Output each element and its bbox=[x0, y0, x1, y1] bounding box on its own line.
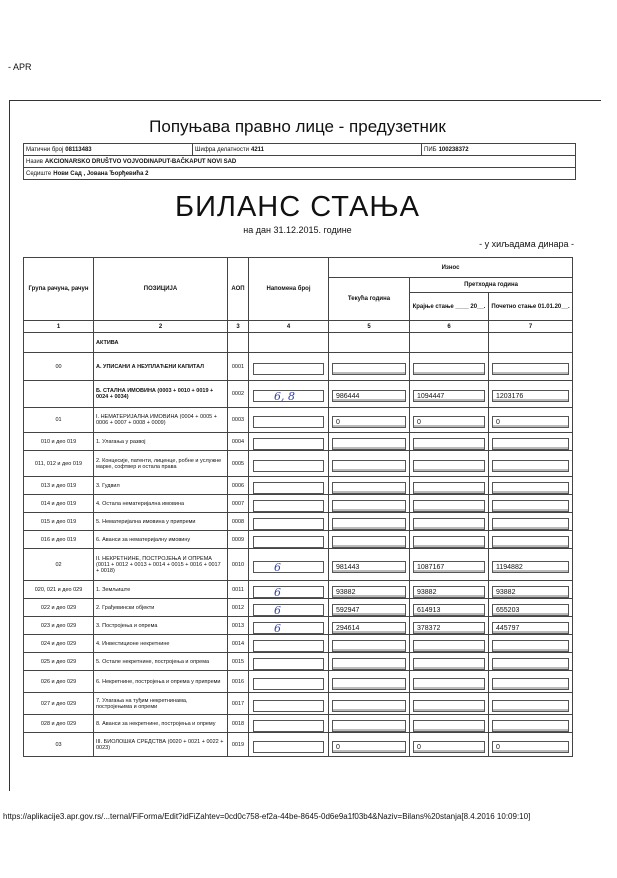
prev-end-cell bbox=[410, 513, 489, 531]
aop-cell: 0014 bbox=[228, 635, 249, 653]
note-field[interactable] bbox=[253, 700, 324, 712]
prev-end-cell bbox=[410, 531, 489, 549]
table-row bbox=[24, 333, 573, 353]
current-year-cell bbox=[329, 617, 410, 635]
prev-start-field[interactable] bbox=[492, 536, 569, 548]
prev-end-field[interactable] bbox=[413, 536, 485, 548]
group-cell: 027 и део 029 bbox=[24, 693, 94, 715]
prev-start-field[interactable] bbox=[492, 518, 569, 530]
table-row bbox=[24, 599, 573, 617]
group-cell bbox=[24, 381, 94, 408]
note-field[interactable] bbox=[253, 460, 324, 472]
table-row bbox=[24, 581, 573, 599]
aop-cell: 0007 bbox=[228, 495, 249, 513]
table-row bbox=[24, 353, 573, 381]
note-cell bbox=[249, 513, 329, 531]
prev-end-cell bbox=[410, 381, 489, 408]
current-year-field[interactable] bbox=[332, 658, 406, 670]
prev-start-cell bbox=[489, 733, 573, 757]
note-cell bbox=[249, 451, 329, 477]
aop-cell: 0010 bbox=[228, 549, 249, 581]
col-amount-header: Износ bbox=[329, 258, 573, 278]
prev-start-field[interactable] bbox=[492, 500, 569, 512]
note-cell bbox=[249, 433, 329, 451]
note-cell bbox=[249, 599, 329, 617]
note-cell bbox=[249, 408, 329, 433]
position-cell: I. НЕМАТЕРИЈАЛНА ИМОВИНА (0004 + 0005 + 0006 + 0007 + 0008 + 0009) bbox=[94, 408, 228, 433]
position-cell: 1. Улагања у развој bbox=[94, 433, 228, 451]
group-cell: 03 bbox=[24, 733, 94, 757]
aop-cell: 0019 bbox=[228, 733, 249, 757]
position-cell: Б. СТАЛНА ИМОВИНА (0003 + 0010 + 0019 + 0024 + 0034) bbox=[94, 381, 228, 408]
prev-end-cell bbox=[410, 653, 489, 671]
prev-start-field[interactable] bbox=[492, 658, 569, 670]
group-cell: 013 и део 019 bbox=[24, 477, 94, 495]
current-year-field[interactable]: 0 bbox=[332, 741, 406, 753]
col-number: 1 bbox=[24, 321, 94, 333]
prev-end-field[interactable] bbox=[413, 720, 485, 732]
aop-cell: 0013 bbox=[228, 617, 249, 635]
prev-start-cell bbox=[489, 333, 573, 353]
note-cell bbox=[249, 693, 329, 715]
prev-start-cell bbox=[489, 715, 573, 733]
balance-sheet-table bbox=[23, 257, 573, 757]
current-year-cell bbox=[329, 531, 410, 549]
aop-cell: 0004 bbox=[228, 433, 249, 451]
note-field[interactable]: 6 bbox=[253, 622, 324, 634]
col-number: 7 bbox=[489, 321, 573, 333]
col-prev-start-header: Почетно стање 01.01.20__. bbox=[489, 293, 573, 321]
position-cell: 4. Остала нематеријална имовина bbox=[94, 495, 228, 513]
current-year-cell bbox=[329, 693, 410, 715]
table-row bbox=[24, 617, 573, 635]
prev-end-field[interactable] bbox=[413, 678, 485, 690]
current-year-cell bbox=[329, 408, 410, 433]
current-year-field[interactable]: 0 bbox=[332, 416, 406, 428]
current-year-cell bbox=[329, 653, 410, 671]
reg-number-cell: Матични број 08113483 bbox=[24, 144, 193, 155]
document-title: БИЛАНС СТАЊА bbox=[175, 191, 420, 223]
col-number: 5 bbox=[329, 321, 410, 333]
group-cell: 016 и део 019 bbox=[24, 531, 94, 549]
group-cell: 011, 012 и део 019 bbox=[24, 451, 94, 477]
prev-end-cell bbox=[410, 581, 489, 599]
prev-end-cell bbox=[410, 549, 489, 581]
prev-start-field[interactable] bbox=[492, 363, 569, 375]
prev-end-field[interactable] bbox=[413, 438, 485, 450]
prev-start-field[interactable] bbox=[492, 700, 569, 712]
group-cell: 015 и део 019 bbox=[24, 513, 94, 531]
position-cell: 4. Инвестиционе некретнине bbox=[94, 635, 228, 653]
current-year-cell bbox=[329, 635, 410, 653]
group-cell: 022 и део 029 bbox=[24, 599, 94, 617]
position-cell: 8. Аванси за некретнине, постројења и опрему bbox=[94, 715, 228, 733]
aop-cell: 0018 bbox=[228, 715, 249, 733]
prev-start-cell bbox=[489, 549, 573, 581]
current-year-field[interactable] bbox=[332, 460, 406, 472]
table-row bbox=[24, 477, 573, 495]
prev-start-field[interactable]: 655203 bbox=[492, 604, 569, 616]
prev-end-cell bbox=[410, 599, 489, 617]
prev-start-field[interactable] bbox=[492, 460, 569, 472]
table-row bbox=[24, 653, 573, 671]
prev-end-field[interactable]: 1087167 bbox=[413, 561, 485, 573]
note-cell bbox=[249, 381, 329, 408]
note-field[interactable]: 6 bbox=[253, 604, 324, 616]
prev-end-field[interactable] bbox=[413, 518, 485, 530]
prev-start-cell bbox=[489, 693, 573, 715]
prev-end-cell bbox=[410, 408, 489, 433]
prev-end-field[interactable] bbox=[413, 460, 485, 472]
col-position-header: ПОЗИЦИЈА bbox=[94, 258, 228, 321]
note-field[interactable] bbox=[253, 678, 324, 690]
col-note-header: Напомена број bbox=[249, 258, 329, 321]
prev-start-cell bbox=[489, 599, 573, 617]
source-url-footer: https://aplikacije3.apr.gov.rs/...ternal/FiForma/Edit?idFiZahtev=0cd0c758-ef2a-44be-8645-0d6e9a1f03b4&Naziv=Bilans%20stanja[8.4.2016 10:09:10] bbox=[3, 812, 531, 821]
current-year-field[interactable] bbox=[332, 438, 406, 450]
prev-end-cell bbox=[410, 671, 489, 693]
current-year-field[interactable] bbox=[332, 678, 406, 690]
prev-start-field[interactable]: 0 bbox=[492, 741, 569, 753]
note-cell bbox=[249, 635, 329, 653]
pib-cell: ПИБ 100238372 bbox=[424, 146, 469, 153]
note-cell bbox=[249, 733, 329, 757]
group-cell: 028 и део 029 bbox=[24, 715, 94, 733]
note-cell bbox=[249, 495, 329, 513]
position-cell: 5. Остале некретнине, постројења и опрема bbox=[94, 653, 228, 671]
position-cell: АКТИВА bbox=[94, 333, 228, 353]
company-name-cell: Назив AKCIONARSKO DRUŠTVO VOJVODINAPUT-BAČKAPUT NOVI SAD bbox=[26, 158, 237, 165]
table-row bbox=[24, 549, 573, 581]
prev-end-cell bbox=[410, 733, 489, 757]
group-cell: 024 и део 029 bbox=[24, 635, 94, 653]
prev-end-cell bbox=[410, 635, 489, 653]
current-year-field[interactable]: 986444 bbox=[332, 390, 406, 402]
table-row bbox=[24, 733, 573, 757]
current-year-cell bbox=[329, 671, 410, 693]
prev-start-field[interactable] bbox=[492, 438, 569, 450]
table-row bbox=[24, 693, 573, 715]
prev-end-cell bbox=[410, 353, 489, 381]
prev-start-field[interactable] bbox=[492, 482, 569, 494]
note-field[interactable]: 6 bbox=[253, 586, 324, 598]
current-year-field[interactable]: 93882 bbox=[332, 586, 406, 598]
prev-start-field[interactable] bbox=[492, 640, 569, 652]
group-cell: 014 и део 019 bbox=[24, 495, 94, 513]
position-cell: 5. Нематеријална имовина у припреми bbox=[94, 513, 228, 531]
note-field[interactable] bbox=[253, 518, 324, 530]
note-cell bbox=[249, 477, 329, 495]
note-field[interactable] bbox=[253, 536, 324, 548]
table-row bbox=[24, 408, 573, 433]
prev-end-field[interactable] bbox=[413, 700, 485, 712]
prev-start-field[interactable] bbox=[492, 678, 569, 690]
prev-end-field[interactable] bbox=[413, 658, 485, 670]
table-row bbox=[24, 671, 573, 693]
group-cell: 02 bbox=[24, 549, 94, 581]
current-year-cell bbox=[329, 599, 410, 617]
group-cell: 010 и део 019 bbox=[24, 433, 94, 451]
prev-start-field[interactable]: 0 bbox=[492, 416, 569, 428]
position-cell: 2. Грађевински објекти bbox=[94, 599, 228, 617]
aop-cell: 0002 bbox=[228, 381, 249, 408]
current-year-cell bbox=[329, 353, 410, 381]
note-cell bbox=[249, 581, 329, 599]
current-year-cell bbox=[329, 581, 410, 599]
current-year-field[interactable]: 294614 bbox=[332, 622, 406, 634]
prev-start-cell bbox=[489, 408, 573, 433]
col-current-year-header: Текућа година bbox=[329, 278, 410, 321]
current-year-cell bbox=[329, 495, 410, 513]
prev-start-cell bbox=[489, 353, 573, 381]
prev-start-cell bbox=[489, 635, 573, 653]
note-cell bbox=[249, 549, 329, 581]
note-field[interactable] bbox=[253, 640, 324, 652]
group-cell: 023 и део 029 bbox=[24, 617, 94, 635]
current-year-field[interactable]: 592947 bbox=[332, 604, 406, 616]
prev-start-field[interactable] bbox=[492, 720, 569, 732]
position-cell: 6. Аванси за нематеријалну имовину bbox=[94, 531, 228, 549]
prev-end-field[interactable] bbox=[413, 640, 485, 652]
prev-end-cell bbox=[410, 693, 489, 715]
current-year-cell bbox=[329, 477, 410, 495]
note-field[interactable] bbox=[253, 741, 324, 753]
position-cell: 3. Гудвил bbox=[94, 477, 228, 495]
position-cell: 3. Постројења и опрема bbox=[94, 617, 228, 635]
aop-cell: 0005 bbox=[228, 451, 249, 477]
document-date: на дан 31.12.2015. године bbox=[243, 225, 352, 235]
aop-cell: 0017 bbox=[228, 693, 249, 715]
aop-cell: 0008 bbox=[228, 513, 249, 531]
current-year-cell bbox=[329, 381, 410, 408]
prev-start-cell bbox=[489, 495, 573, 513]
current-year-field[interactable] bbox=[332, 640, 406, 652]
group-cell: 026 и део 029 bbox=[24, 671, 94, 693]
table-row bbox=[24, 531, 573, 549]
prev-start-cell bbox=[489, 531, 573, 549]
col-group-header: Група рачуна, рачун bbox=[24, 258, 94, 321]
prev-end-cell bbox=[410, 477, 489, 495]
note-field[interactable] bbox=[253, 720, 324, 732]
units-note: - у хиљадама динара - bbox=[479, 239, 574, 249]
group-cell: 025 и део 029 bbox=[24, 653, 94, 671]
table-row bbox=[24, 433, 573, 451]
prev-end-field[interactable] bbox=[413, 482, 485, 494]
current-year-cell bbox=[329, 715, 410, 733]
aop-cell: 0011 bbox=[228, 581, 249, 599]
prev-end-field[interactable]: 1094447 bbox=[413, 390, 485, 402]
note-field[interactable] bbox=[253, 416, 324, 428]
table-row bbox=[24, 635, 573, 653]
prev-start-cell bbox=[489, 581, 573, 599]
current-year-cell bbox=[329, 549, 410, 581]
group-cell: 01 bbox=[24, 408, 94, 433]
col-prev-end-header: Крајње стање ____ 20__. bbox=[410, 293, 489, 321]
note-field[interactable] bbox=[253, 500, 324, 512]
group-cell bbox=[24, 333, 94, 353]
apr-label: - APR bbox=[8, 62, 32, 72]
current-year-field[interactable] bbox=[332, 518, 406, 530]
current-year-field[interactable] bbox=[332, 720, 406, 732]
current-year-field[interactable] bbox=[332, 482, 406, 494]
prev-start-cell bbox=[489, 653, 573, 671]
prev-end-cell bbox=[410, 617, 489, 635]
table-row bbox=[24, 513, 573, 531]
position-cell: III. БИОЛОШКА СРЕДСТВА (0020 + 0021 + 0022 + 0023) bbox=[94, 733, 228, 757]
prev-start-cell bbox=[489, 617, 573, 635]
prev-start-cell bbox=[489, 381, 573, 408]
prev-start-field[interactable]: 93882 bbox=[492, 586, 569, 598]
note-cell bbox=[249, 617, 329, 635]
note-cell bbox=[249, 353, 329, 381]
position-cell: 6. Некретнине, постројења и опрема у припреми bbox=[94, 671, 228, 693]
activity-code-cell: Шифра делатности 4211 bbox=[193, 144, 422, 155]
col-number: 3 bbox=[228, 321, 249, 333]
form-header-title: Попуњава правно лице - предузетник bbox=[149, 117, 446, 136]
current-year-field[interactable] bbox=[332, 363, 406, 375]
position-cell: А. УПИСАНИ А НЕУПЛАЋЕНИ КАПИТАЛ bbox=[94, 353, 228, 381]
prev-end-field[interactable]: 614913 bbox=[413, 604, 485, 616]
position-cell: 1. Земљиште bbox=[94, 581, 228, 599]
note-cell bbox=[249, 531, 329, 549]
table-row bbox=[24, 715, 573, 733]
current-year-cell bbox=[329, 513, 410, 531]
prev-start-cell bbox=[489, 433, 573, 451]
group-cell: 00 bbox=[24, 353, 94, 381]
prev-start-cell bbox=[489, 451, 573, 477]
note-field[interactable] bbox=[253, 658, 324, 670]
prev-end-field[interactable]: 0 bbox=[413, 416, 485, 428]
current-year-cell bbox=[329, 433, 410, 451]
current-year-field[interactable] bbox=[332, 536, 406, 548]
prev-start-field[interactable]: 1203176 bbox=[492, 390, 569, 402]
prev-end-field[interactable]: 93882 bbox=[413, 586, 485, 598]
current-year-field[interactable] bbox=[332, 700, 406, 712]
note-field[interactable] bbox=[253, 363, 324, 375]
aop-cell: 0015 bbox=[228, 653, 249, 671]
current-year-cell bbox=[329, 733, 410, 757]
aop-cell: 0003 bbox=[228, 408, 249, 433]
prev-start-cell bbox=[489, 477, 573, 495]
position-cell: II. НЕКРЕТНИНЕ, ПОСТРОЈЕЊА И ОПРЕМА (0011 + 0012 + 0013 + 0014 + 0015 + 0016 + 0017 + 0018) bbox=[94, 549, 228, 581]
current-year-field[interactable]: 981443 bbox=[332, 561, 406, 573]
prev-end-cell bbox=[410, 333, 489, 353]
position-cell: 7. Улагања на туђим некретнинама, постројењима и опреми bbox=[94, 693, 228, 715]
note-field[interactable] bbox=[253, 438, 324, 450]
aop-cell: 0001 bbox=[228, 353, 249, 381]
table-row bbox=[24, 451, 573, 477]
col-previous-year-header: Претходна година bbox=[410, 278, 573, 293]
note-field[interactable] bbox=[253, 482, 324, 494]
col-aop-header: АОП bbox=[228, 258, 249, 321]
current-year-cell bbox=[329, 451, 410, 477]
note-cell bbox=[249, 333, 329, 353]
prev-end-cell bbox=[410, 715, 489, 733]
aop-cell bbox=[228, 333, 249, 353]
prev-end-field[interactable] bbox=[413, 500, 485, 512]
prev-start-field[interactable]: 445797 bbox=[492, 622, 569, 634]
prev-end-cell bbox=[410, 451, 489, 477]
note-field[interactable]: 6 bbox=[253, 561, 324, 573]
table-row bbox=[24, 495, 573, 513]
aop-cell: 0009 bbox=[228, 531, 249, 549]
prev-end-field[interactable] bbox=[413, 363, 485, 375]
company-info bbox=[23, 143, 576, 180]
note-cell bbox=[249, 653, 329, 671]
current-year-field[interactable] bbox=[332, 500, 406, 512]
group-cell: 020, 021 и део 029 bbox=[24, 581, 94, 599]
col-number: 4 bbox=[249, 321, 329, 333]
prev-start-cell bbox=[489, 513, 573, 531]
current-year-cell bbox=[329, 333, 410, 353]
col-number: 2 bbox=[94, 321, 228, 333]
prev-start-field[interactable]: 1194882 bbox=[492, 561, 569, 573]
aop-cell: 0016 bbox=[228, 671, 249, 693]
prev-start-cell bbox=[489, 671, 573, 693]
prev-end-field[interactable]: 378372 bbox=[413, 622, 485, 634]
prev-end-cell bbox=[410, 433, 489, 451]
prev-end-field[interactable]: 0 bbox=[413, 741, 485, 753]
note-cell bbox=[249, 671, 329, 693]
aop-cell: 0006 bbox=[228, 477, 249, 495]
note-field[interactable]: 6, 8 bbox=[253, 390, 324, 402]
position-cell: 2. Концесије, патенти, лиценце, робне и услужне марке, софтвер и остала права bbox=[94, 451, 228, 477]
col-number: 6 bbox=[410, 321, 489, 333]
prev-end-cell bbox=[410, 495, 489, 513]
table-row bbox=[24, 381, 573, 408]
note-cell bbox=[249, 715, 329, 733]
company-seat-cell: Седиште Нови Сад , Јована Ђорђевића 2 bbox=[26, 170, 149, 177]
aop-cell: 0012 bbox=[228, 599, 249, 617]
